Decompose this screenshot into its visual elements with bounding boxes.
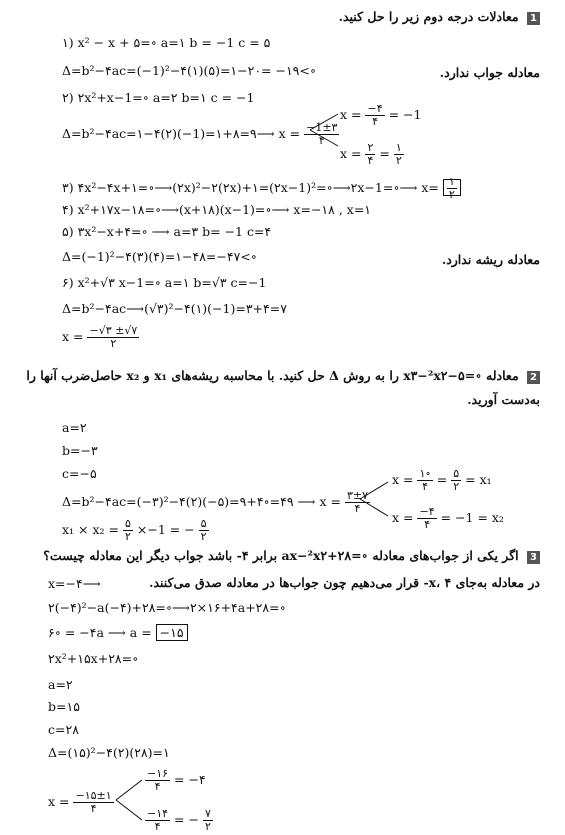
eq3-answer-box: $\frac{۱}{۲}$	[443, 179, 461, 196]
eq2-delta: Δ=b²−۴ac=۱−۴(۲)(−1)=۱+۸=۹⟶ x = $\frac{-1\pm ۳}{۴}$	[62, 121, 338, 147]
s3-line1: ۲(−۴)²−a(−۴)+۲۸=∘⟶۲×۱۶+۴a+۲۸=∘	[48, 600, 286, 615]
s3-b: b=۱۵	[48, 699, 80, 714]
eq6-delta: Δ=b²−۴ac⟶(√۳)²−۴(۱)(−1)=۳+۴=۷	[62, 301, 287, 316]
s3-arrow-label: x=−۴⟶	[48, 576, 101, 591]
eq5-line: ۵) ۳x²−x+۴=∘ ⟶ a=۳ b= −1 c=۴	[62, 224, 272, 239]
eq2-root2: x = $\frac{۲}{۴}$ = $\frac{۱}{۲}$	[340, 141, 402, 167]
s2-a: a=۲	[62, 420, 87, 435]
section1-title: 1 معادلات درجه دوم زیر را حل کنید.	[339, 9, 540, 25]
section3-badge: 3	[527, 551, 540, 564]
eq2-branch-arrows	[310, 108, 340, 152]
s2-b: b=−۳	[62, 443, 98, 458]
eq2-root1: x = $\frac{-۴}{۴}$ = −1	[340, 102, 422, 128]
s3-a: a=۲	[48, 677, 73, 692]
s3-line2: ۶∘ = −۴a ⟶ a = −۱۵	[48, 625, 188, 641]
eq2-x-fraction: $\frac{-1\pm ۳}{۴}$	[306, 121, 338, 147]
section2-text2: به‌دست آورید.	[467, 392, 540, 407]
s3-delta: Δ=(۱۵)²−۴(۲)(۲۸)=۱	[48, 745, 170, 760]
s3-root2: $\frac{-۱۴}{۴}$ = − $\frac{۷}{۲}$	[147, 807, 211, 833]
s2-c: c=−۵	[62, 466, 97, 481]
eq6-line: ۶) x²+√۳ x−1=∘ a=۱ b=√۳ c=−1	[62, 275, 267, 290]
s2-product: x₁ × x₂ = $\frac{۵}{۲}$ ×−1 = − $\frac{۵}{۲}$	[62, 517, 207, 543]
section2-badge: 2	[527, 371, 540, 384]
eq6-x: x = $\frac{-√۳ \pm√۷}{۲}$	[62, 324, 138, 350]
s3-branch-arrows	[116, 776, 144, 824]
s3-root1: $\frac{-۱۶}{۴}$ = −۴	[147, 767, 206, 793]
s2-root1: x = $\frac{۱\circ}{۴}$ = $\frac{۵}{۲}$ = x₁	[392, 467, 492, 493]
s3-answer-box: −۱۵	[156, 624, 188, 641]
s2-delta: Δ=b²−۴ac=(−۳)²−۴(۲)(−۵)=۹+۴∘=۴۹ ⟶ x = $\frac{۳\pm ۷}{۴}$	[62, 489, 368, 515]
section1-badge: 1	[527, 12, 540, 25]
eq1-delta: Δ=b²−۴ac=(−1)²−۴(۱)(۵)=۱−۲۰= −۱۹<∘	[62, 63, 316, 78]
section3-text2: در معادله به‌جای x، ۴- قرار می‌دهیم چون جواب‌ها در معادله صدق می‌کنند.	[149, 575, 540, 590]
s3-c: c=۲۸	[48, 722, 79, 737]
eq5-delta: Δ=(−1)²−۴(۳)(۴)=۱−۴۸=−۴۷<∘	[62, 249, 257, 264]
s3-x: x = $\frac{-۱۵\pm ۱}{۴}$	[48, 789, 112, 815]
section3-text1: 3 اگر یکی از جواب‌های معادله ∘=۲۸+ax−²x۲ برابر ۴- باشد جواب دیگر این معادله چیست؟	[43, 548, 540, 564]
eq3-line: ۳) ۴x²−۴x+۱=∘⟶(۲x)²−۲(۲x)+۱=(۲x−1)²=∘⟶۲x−1=∘⟶ x= $\frac{۱}{۲}$	[62, 176, 461, 201]
section2-text1: 2 معادله ∘=۵−x۳−²x۲ را به روش Δ حل کنید. با محاسبه ریشه‌های x₁ و x₂ حاصل‌ضرب آنها را	[26, 368, 540, 384]
s3-line3: ۲x²+۱۵x+۲۸=∘	[48, 651, 139, 666]
eq2-line: ۲) ۲x²+x−1=∘ a=۲ b=۱ c = −1	[62, 90, 255, 105]
eq1-line: ۱) x² − x + ۵=∘ a=۱ b = −1 c = ۵	[62, 35, 271, 50]
s2-branch-arrows	[360, 476, 390, 522]
eq4-line: ۴) x²+۱۷x−۱۸=∘⟶(x+۱۸)(x−1)=∘⟶ x=−۱۸ , x=۱	[62, 202, 372, 217]
s2-root2: x = $\frac{-۴}{۴}$ = −1 = x₂	[392, 505, 504, 531]
eq1-note: معادله جواب ندارد.	[439, 65, 540, 80]
eq5-note: معادله ریشه ندارد.	[441, 252, 540, 267]
